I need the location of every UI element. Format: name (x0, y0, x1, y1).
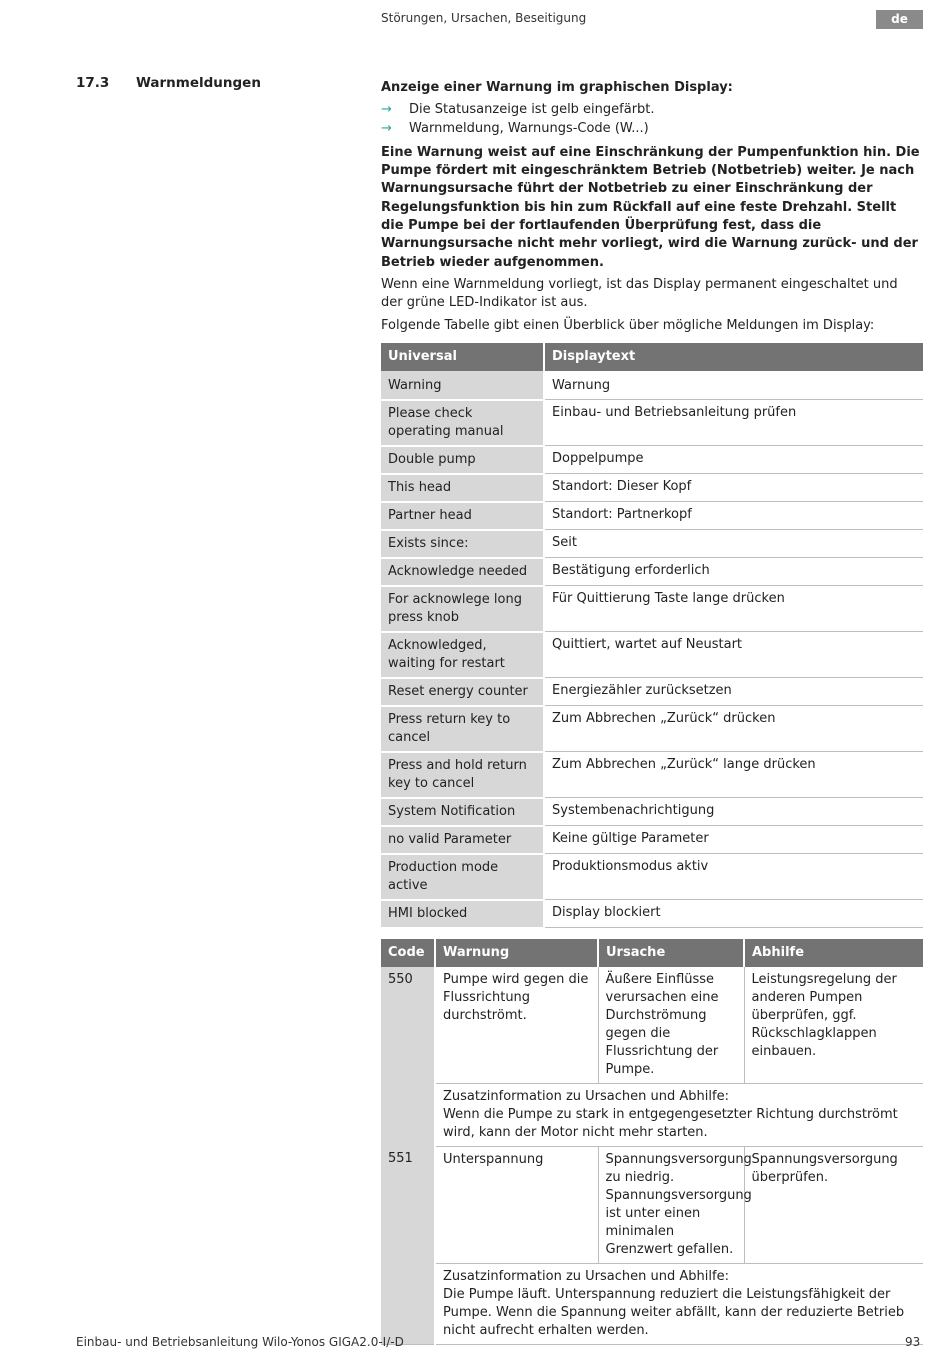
table-row (381, 446, 923, 474)
universal-cell: Acknowledge needed (381, 558, 544, 586)
section-title: Warnmeldungen (136, 75, 261, 91)
universal-cell: HMI blocked (381, 900, 544, 928)
table-row (381, 400, 923, 446)
section-number: 17.3 (76, 75, 110, 91)
table-row (381, 530, 923, 558)
table-row (381, 706, 923, 752)
table-row (381, 826, 923, 854)
table-intro: Folgende Tabelle gibt einen Überblick über mögliche Meldungen im Display: (381, 317, 875, 333)
table-row (381, 586, 923, 632)
display-text-table (381, 343, 923, 929)
bullet-text: Die Statusanzeige ist gelb eingefärbt. (409, 102, 655, 118)
displaytext-cell: Display blockiert (544, 900, 923, 928)
table-header-row (381, 343, 923, 371)
additional-info-text: Wenn die Pumpe zu stark in entgegengesetzter Richtung durchströmt wird, kann der Motor nicht mehr starten. (443, 1106, 898, 1140)
displaytext-cell: Zum Abbrechen „Zurück“ lange drücken (544, 752, 923, 798)
ursache-cell: Äußere Einflüsse verursachen eine Durchströmung gegen die Flussrichtung der Pumpe. (598, 967, 744, 1084)
table-row (381, 371, 923, 400)
table-row (381, 752, 923, 798)
warning-explanation: Eine Warnung weist auf eine Einschränkung der Pumpenfunktion hin. Die Pumpe fördert mit eingeschränktem Betrieb (Notbetrieb) weiter. Je nach Warnungsursache führt der Notbetrieb zu einer Einschränkung der Regelungsfunktion bis hin zum Rückfall auf eine feste Drehzahl. Stellt die Pumpe bei der fortlaufenden Überprüfung fest, dass die Warnungsursache nicht mehr vorliegt, wird die Warnung zurück- und der Betrieb wieder aufgenommen. (381, 144, 920, 270)
additional-info-title: Zusatzinformation zu Ursachen und Abhilfe: (443, 1088, 729, 1104)
content-column (381, 79, 923, 1345)
universal-cell: Acknowledged, waiting for restart (381, 632, 544, 678)
displaytext-cell: Quittiert, wartet auf Neustart (544, 632, 923, 678)
displaytext-cell: Warnung (544, 371, 923, 400)
universal-cell: Please check operating manual (381, 400, 544, 446)
displaytext-cell: Seit (544, 530, 923, 558)
warning-code-table (381, 939, 923, 1345)
intro-heading: Anzeige einer Warnung im graphischen Display: (381, 80, 733, 95)
displaytext-cell: Standort: Dieser Kopf (544, 474, 923, 502)
running-header: Störungen, Ursachen, Beseitigung (381, 11, 587, 25)
warning-code-cell: 551 (381, 1146, 435, 1344)
universal-cell: This head (381, 474, 544, 502)
displaytext-cell: Zum Abbrechen „Zurück“ drücken (544, 706, 923, 752)
universal-cell: Double pump (381, 446, 544, 474)
displaytext-cell: Für Quittierung Taste lange drücken (544, 586, 923, 632)
universal-cell: Press and hold return key to cancel (381, 752, 544, 798)
table-row (381, 854, 923, 900)
column-header-code: Code (381, 939, 435, 967)
column-header-ursache: Ursache (598, 939, 744, 967)
universal-cell: System Notification (381, 798, 544, 826)
universal-cell: Reset energy counter (381, 678, 544, 706)
additional-info-row (381, 1263, 923, 1344)
column-header-abhilfe: Abhilfe (744, 939, 923, 967)
bullet-text: Warnmeldung, Warnungs-Code (W...) (409, 120, 649, 136)
universal-cell: Warning (381, 371, 544, 400)
displaytext-cell: Einbau- und Betriebsanleitung prüfen (544, 400, 923, 446)
language-badge: de (876, 10, 923, 29)
additional-info-title: Zusatzinformation zu Ursachen und Abhilfe: (443, 1268, 729, 1284)
bullet-item (381, 101, 923, 119)
column-header-warnung: Warnung (435, 939, 598, 967)
displaytext-cell: Standort: Partnerkopf (544, 502, 923, 530)
bullet-item (381, 120, 923, 138)
arrow-right-icon: → (381, 102, 392, 118)
bullet-list (381, 101, 923, 138)
warnung-cell: Unterspannung (435, 1146, 598, 1263)
column-header-universal: Universal (381, 343, 544, 371)
ursache-cell: Spannungsversorgung zu niedrig. Spannungsversorgung ist unter einen minimalen Grenzwert gefallen. (598, 1146, 744, 1263)
display-note: Wenn eine Warnmeldung vorliegt, ist das Display permanent eingeschaltet und der grüne LED-Indikator ist aus. (381, 276, 898, 311)
displaytext-cell: Systembenachrichtigung (544, 798, 923, 826)
universal-cell: Exists since: (381, 530, 544, 558)
additional-info-cell (435, 1263, 923, 1344)
footer-document-title: Einbau- und Betriebsanleitung Wilo-Yonos GIGA2.0-I/-D (76, 1335, 404, 1349)
table-row (381, 900, 923, 928)
displaytext-cell: Doppelpumpe (544, 446, 923, 474)
additional-info-row (381, 1083, 923, 1146)
table-row (381, 502, 923, 530)
universal-cell: no valid Parameter (381, 826, 544, 854)
column-header-displaytext: Displaytext (544, 343, 923, 371)
table-row (381, 798, 923, 826)
table-row (381, 474, 923, 502)
displaytext-cell: Keine gültige Parameter (544, 826, 923, 854)
table-row (381, 632, 923, 678)
displaytext-cell: Produktionsmodus aktiv (544, 854, 923, 900)
warning-row (381, 1146, 923, 1263)
displaytext-cell: Bestätigung erforderlich (544, 558, 923, 586)
warnung-cell: Pumpe wird gegen die Flussrichtung durchströmt. (435, 967, 598, 1084)
arrow-right-icon: → (381, 120, 392, 136)
abhilfe-cell: Spannungsversorgung überprüfen. (744, 1146, 923, 1263)
table-header-row (381, 939, 923, 967)
universal-cell: Production mode active (381, 854, 544, 900)
universal-cell: For acknowlege long press knob (381, 586, 544, 632)
table-row (381, 678, 923, 706)
warning-row (381, 967, 923, 1084)
warning-code-cell: 550 (381, 967, 435, 1147)
abhilfe-cell: Leistungsregelung der anderen Pumpen überprüfen, ggf. Rückschlagklappen einbauen. (744, 967, 923, 1084)
table-row (381, 558, 923, 586)
displaytext-cell: Energiezähler zurücksetzen (544, 678, 923, 706)
universal-cell: Press return key to cancel (381, 706, 544, 752)
additional-info-cell (435, 1083, 923, 1146)
page-number: 93 (905, 1335, 921, 1349)
universal-cell: Partner head (381, 502, 544, 530)
additional-info-text: Die Pumpe läuft. Unterspannung reduziert die Leistungsfähigkeit der Pumpe. Wenn die Spannung weiter abfällt, kann der reduzierte Betrieb nicht aufrecht erhalten werden. (443, 1286, 905, 1338)
